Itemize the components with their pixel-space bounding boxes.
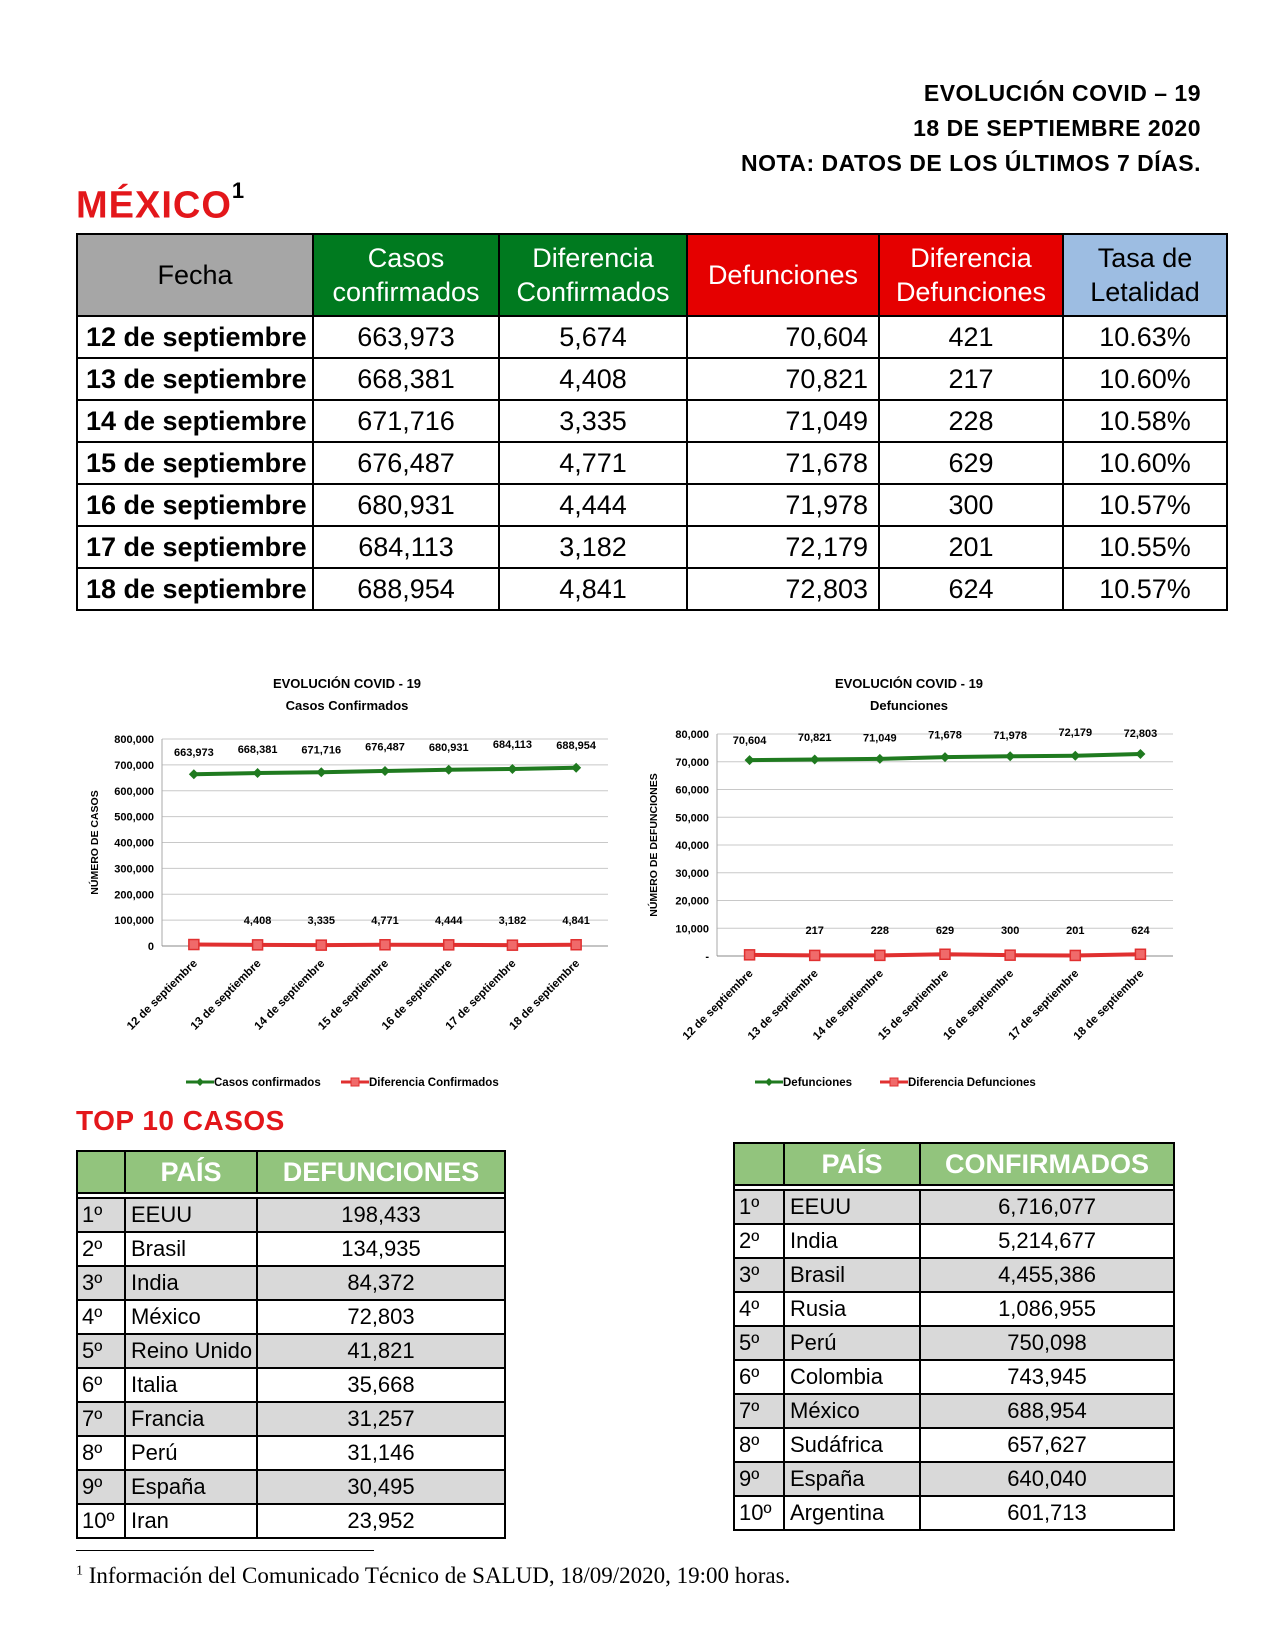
data-point xyxy=(189,769,199,779)
table-row xyxy=(734,1190,1174,1224)
x-tick-label: 16 de septiembre xyxy=(379,957,455,1033)
data-label: 680,931 xyxy=(428,742,469,755)
legend-marker xyxy=(196,1078,204,1086)
data-point xyxy=(444,940,454,950)
col-defunciones-label: Defunciones xyxy=(707,260,859,290)
data-label: 217 xyxy=(805,925,824,937)
y-tick-label: 100,000 xyxy=(114,915,154,928)
x-tick-label: 17 de septiembre xyxy=(443,957,519,1033)
data-label: 72,803 xyxy=(1123,727,1158,740)
cell-pais: México xyxy=(784,1394,920,1428)
x-tick-label: 12 de septiembre xyxy=(680,967,756,1043)
data-label: 663,973 xyxy=(173,747,214,759)
col-tasa-label-2: Letalidad xyxy=(1090,277,1200,307)
data-point xyxy=(380,940,390,950)
col-defunciones: DEFUNCIONES xyxy=(257,1151,505,1193)
cell-value: 30,495 xyxy=(257,1470,505,1504)
data-point xyxy=(507,764,517,774)
data-label: 72,179 xyxy=(1058,727,1093,739)
cell-pais: Brasil xyxy=(784,1258,920,1292)
cell-rank: 6º xyxy=(734,1360,784,1394)
table-row xyxy=(77,1232,505,1266)
cell-pais: España xyxy=(784,1462,920,1496)
y-tick-label: 300,000 xyxy=(114,863,154,876)
chart-defunciones xyxy=(645,666,1185,1096)
cell-dif-confirmados: 4,408 xyxy=(499,358,687,400)
cell-rank: 4º xyxy=(734,1292,784,1326)
cell-dif-defunciones: 201 xyxy=(879,526,1063,568)
cell-pais: India xyxy=(125,1266,257,1300)
col-tasa xyxy=(1063,234,1227,316)
col-dif-def-label-1: Diferencia xyxy=(910,243,1032,273)
col-casos-label-1: Casos xyxy=(367,243,445,273)
table-row xyxy=(77,358,1227,400)
footnote xyxy=(76,1563,790,1589)
cell-pais: Rusia xyxy=(784,1292,920,1326)
cell-value: 198,433 xyxy=(257,1198,505,1232)
cell-dif-defunciones: 217 xyxy=(879,358,1063,400)
table-row xyxy=(734,1428,1174,1462)
cell-value: 743,945 xyxy=(920,1360,1174,1394)
cell-tasa: 10.57% xyxy=(1063,568,1227,610)
data-point xyxy=(745,755,755,765)
col-defunciones xyxy=(687,234,879,316)
data-point xyxy=(745,950,755,960)
chart-title: EVOLUCIÓN COVID - 19 xyxy=(834,676,984,691)
x-tick-label: 13 de septiembre xyxy=(745,967,821,1043)
cell-rank: 9º xyxy=(77,1470,125,1504)
table-row xyxy=(77,1436,505,1470)
data-label: 624 xyxy=(1131,925,1150,937)
cell-pais: Brasil xyxy=(125,1232,257,1266)
table-row xyxy=(77,316,1227,358)
x-tick-label: 15 de septiembre xyxy=(876,967,952,1043)
cell-rank: 6º xyxy=(77,1368,125,1402)
table-row xyxy=(734,1292,1174,1326)
cell-rank: 3º xyxy=(734,1258,784,1292)
y-tick-label: 60,000 xyxy=(675,784,709,797)
header-note: NOTA: DATOS DE LOS ÚLTIMOS 7 DÍAS. xyxy=(741,150,1201,176)
cell-value: 1,086,955 xyxy=(920,1292,1174,1326)
top10-confirmed-table xyxy=(733,1142,1175,1531)
col-casos-label-2: confirmados xyxy=(332,277,480,307)
chart-svg xyxy=(645,666,1185,1096)
table-row xyxy=(734,1360,1174,1394)
footnote-mark: 1 xyxy=(231,178,246,203)
data-point xyxy=(1070,950,1080,960)
col-tasa-label-1: Tasa de xyxy=(1097,243,1193,273)
x-tick-label: 15 de septiembre xyxy=(316,957,392,1033)
col-fecha-label: Fecha xyxy=(157,260,233,290)
table-row xyxy=(77,1504,505,1538)
cell-dif-confirmados: 4,841 xyxy=(499,568,687,610)
cell-value: 6,716,077 xyxy=(920,1190,1174,1224)
cell-rank: 3º xyxy=(77,1266,125,1300)
cell-defunciones: 71,678 xyxy=(687,442,879,484)
chart-svg xyxy=(76,666,636,1096)
x-tick-label: 18 de septiembre xyxy=(1071,967,1147,1043)
top10-deaths-header xyxy=(77,1151,505,1193)
cell-pais: Colombia xyxy=(784,1360,920,1394)
table-row xyxy=(77,1198,505,1232)
cell-rank: 2º xyxy=(734,1224,784,1258)
data-point xyxy=(571,940,581,950)
cell-tasa: 10.63% xyxy=(1063,316,1227,358)
y-axis-label: NÚMERO DE DEFUNCIONES xyxy=(648,773,660,917)
x-tick-label: 14 de septiembre xyxy=(252,957,328,1033)
cell-rank: 9º xyxy=(734,1462,784,1496)
header-title: EVOLUCIÓN COVID – 19 xyxy=(923,80,1201,106)
cell-value: 31,146 xyxy=(257,1436,505,1470)
cell-value: 4,455,386 xyxy=(920,1258,1174,1292)
table-row xyxy=(734,1326,1174,1360)
table-row xyxy=(77,526,1227,568)
cell-rank: 7º xyxy=(77,1402,125,1436)
data-label: 3,182 xyxy=(498,915,527,927)
cell-rank: 5º xyxy=(77,1334,125,1368)
cell-dif-defunciones: 300 xyxy=(879,484,1063,526)
data-point xyxy=(810,754,820,764)
data-label: 70,604 xyxy=(732,735,767,747)
table-row xyxy=(77,1334,505,1368)
cell-pais: Iran xyxy=(125,1504,257,1538)
data-point xyxy=(316,767,326,777)
legend-label: Diferencia Confirmados xyxy=(369,1077,499,1089)
cell-rank: 8º xyxy=(77,1436,125,1470)
data-label: 228 xyxy=(870,925,890,937)
y-tick-label: 500,000 xyxy=(114,811,154,824)
data-point xyxy=(1070,751,1080,761)
cell-value: 72,803 xyxy=(257,1300,505,1334)
mexico-title xyxy=(76,178,246,228)
data-point xyxy=(253,768,263,778)
cell-pais: México xyxy=(125,1300,257,1334)
data-label: 300 xyxy=(1000,925,1020,937)
cell-value: 750,098 xyxy=(920,1326,1174,1360)
table-row xyxy=(77,400,1227,442)
legend-label: Casos confirmados xyxy=(214,1077,321,1089)
table-row xyxy=(77,1402,505,1436)
y-tick-label: 40,000 xyxy=(675,840,709,852)
y-tick-label: 200,000 xyxy=(114,889,154,902)
chart-subtitle: Defunciones xyxy=(869,698,949,713)
cell-defunciones: 70,604 xyxy=(687,316,879,358)
cell-rank: 5º xyxy=(734,1326,784,1360)
cell-value: 84,372 xyxy=(257,1266,505,1300)
cell-dif-defunciones: 228 xyxy=(879,400,1063,442)
data-label: 71,678 xyxy=(928,729,962,742)
cell-fecha: 17 de septiembre xyxy=(77,526,313,568)
table-row xyxy=(77,1368,505,1402)
cell-value: 41,821 xyxy=(257,1334,505,1368)
cell-value: 688,954 xyxy=(920,1394,1174,1428)
table-row xyxy=(734,1224,1174,1258)
table-row xyxy=(77,1300,505,1334)
top10-deaths-table xyxy=(76,1150,506,1539)
x-tick-label: 13 de septiembre xyxy=(188,957,264,1033)
x-tick-label: 17 de septiembre xyxy=(1006,967,1082,1043)
data-point xyxy=(940,752,950,762)
cell-value: 5,214,677 xyxy=(920,1224,1174,1258)
cell-dif-confirmados: 3,335 xyxy=(499,400,687,442)
chart-subtitle: Casos Confirmados xyxy=(285,698,409,713)
col-dif-conf-label-1: Diferencia xyxy=(532,243,654,273)
footnote-number: 1 xyxy=(76,1563,83,1579)
data-label: 71,049 xyxy=(863,732,897,745)
y-tick-label: 10,000 xyxy=(675,923,709,936)
data-point xyxy=(253,940,263,950)
data-label: 671,716 xyxy=(301,744,342,757)
data-point xyxy=(316,940,326,950)
table-row xyxy=(734,1462,1174,1496)
cell-value: 23,952 xyxy=(257,1504,505,1538)
cell-rank: 8º xyxy=(734,1428,784,1462)
cell-pais: India xyxy=(784,1224,920,1258)
x-tick-label: 18 de septiembre xyxy=(507,957,583,1033)
data-label: 676,487 xyxy=(365,741,405,754)
header-date: 18 DE SEPTIEMBRE 2020 xyxy=(913,115,1201,141)
table-row xyxy=(77,1266,505,1300)
y-tick-label: 50,000 xyxy=(675,812,709,825)
top10-confirmed-header xyxy=(734,1143,1174,1185)
y-tick-label: 700,000 xyxy=(114,759,154,772)
x-tick-label: 14 de septiembre xyxy=(811,967,886,1043)
col-pais: PAÍS xyxy=(125,1151,257,1193)
cell-value: 31,257 xyxy=(257,1402,505,1436)
cell-pais: Reino Unido xyxy=(125,1334,257,1368)
cell-rank: 1º xyxy=(77,1198,125,1232)
data-point xyxy=(875,754,885,764)
mexico-table xyxy=(76,233,1228,611)
cell-pais: Perú xyxy=(125,1436,257,1470)
data-point xyxy=(940,949,950,959)
legend-marker xyxy=(890,1078,898,1086)
data-point xyxy=(189,940,199,950)
cell-pais: Francia xyxy=(125,1402,257,1436)
cell-fecha: 14 de septiembre xyxy=(77,400,313,442)
cell-tasa: 10.55% xyxy=(1063,526,1227,568)
table-row xyxy=(77,568,1227,610)
data-point xyxy=(571,763,581,773)
cell-fecha: 15 de septiembre xyxy=(77,442,313,484)
cell-tasa: 10.57% xyxy=(1063,484,1227,526)
cell-pais: Italia xyxy=(125,1368,257,1402)
table-row xyxy=(77,484,1227,526)
legend-marker xyxy=(351,1078,359,1086)
cell-fecha: 16 de septiembre xyxy=(77,484,313,526)
col-pais: PAÍS xyxy=(784,1143,920,1185)
col-rank xyxy=(77,1151,125,1193)
data-label: 684,113 xyxy=(492,739,533,751)
cell-casos: 684,113 xyxy=(313,526,499,568)
cell-rank: 10º xyxy=(77,1504,125,1538)
data-label: 4,771 xyxy=(371,915,399,927)
data-point xyxy=(444,765,454,775)
data-point xyxy=(380,766,390,776)
cell-pais: Argentina xyxy=(784,1496,920,1530)
table-row xyxy=(77,1470,505,1504)
x-tick-label: 16 de septiembre xyxy=(941,967,1017,1043)
cell-defunciones: 70,821 xyxy=(687,358,879,400)
data-point xyxy=(1005,950,1015,960)
y-tick-label: 400,000 xyxy=(114,837,154,850)
cell-casos: 676,487 xyxy=(313,442,499,484)
cell-value: 640,040 xyxy=(920,1462,1174,1496)
cell-rank: 10º xyxy=(734,1496,784,1530)
mexico-table-header xyxy=(77,234,1227,316)
cell-dif-confirmados: 5,674 xyxy=(499,316,687,358)
cell-tasa: 10.58% xyxy=(1063,400,1227,442)
col-dif-conf-label-2: Confirmados xyxy=(516,277,670,307)
cell-casos: 671,716 xyxy=(313,400,499,442)
table-row xyxy=(734,1496,1174,1530)
cell-defunciones: 71,049 xyxy=(687,400,879,442)
chart-title: EVOLUCIÓN COVID - 19 xyxy=(272,676,422,691)
cell-pais: España xyxy=(125,1470,257,1504)
cell-fecha: 12 de septiembre xyxy=(77,316,313,358)
legend-marker xyxy=(765,1078,773,1086)
y-tick-label: 70,000 xyxy=(675,756,709,769)
cell-defunciones: 72,803 xyxy=(687,568,879,610)
data-label: 4,408 xyxy=(243,915,272,927)
mexico-title-text: MÉXICO xyxy=(76,184,232,227)
col-confirmados: CONFIRMADOS xyxy=(920,1143,1174,1185)
y-tick-label: 30,000 xyxy=(675,867,709,880)
cell-casos: 688,954 xyxy=(313,568,499,610)
y-axis-label: NÚMERO DE CASOS xyxy=(89,790,101,895)
col-dif-confirmados xyxy=(499,234,687,316)
col-fecha xyxy=(77,234,313,316)
report-header xyxy=(741,76,1201,181)
cell-dif-defunciones: 629 xyxy=(879,442,1063,484)
cell-fecha: 18 de septiembre xyxy=(77,568,313,610)
footnote-text: Información del Comunicado Técnico de SALUD, 18/09/2020, 19:00 horas. xyxy=(88,1563,791,1588)
cell-rank: 2º xyxy=(77,1232,125,1266)
y-tick-label: 80,000 xyxy=(675,729,709,741)
footnote-rule xyxy=(76,1550,374,1551)
top10-title: TOP 10 CASOS xyxy=(76,1105,285,1136)
data-point xyxy=(507,940,517,950)
cell-dif-defunciones: 421 xyxy=(879,316,1063,358)
data-label: 201 xyxy=(1066,925,1085,937)
cell-fecha: 13 de septiembre xyxy=(77,358,313,400)
data-label: 668,381 xyxy=(237,743,278,756)
data-point xyxy=(1135,949,1145,959)
cell-casos: 680,931 xyxy=(313,484,499,526)
data-label: 71,978 xyxy=(993,730,1027,743)
y-tick-label: 600,000 xyxy=(114,785,154,798)
data-label: 4,841 xyxy=(562,915,590,927)
col-dif-def-label-2: Defunciones xyxy=(895,277,1047,307)
cell-rank: 7º xyxy=(734,1394,784,1428)
cell-rank: 1º xyxy=(734,1190,784,1224)
data-point xyxy=(810,950,820,960)
cell-rank: 4º xyxy=(77,1300,125,1334)
col-rank xyxy=(734,1143,784,1185)
cell-defunciones: 71,978 xyxy=(687,484,879,526)
col-dif-defunciones xyxy=(879,234,1063,316)
cell-tasa: 10.60% xyxy=(1063,358,1227,400)
data-label: 3,335 xyxy=(307,915,336,927)
cell-casos: 668,381 xyxy=(313,358,499,400)
data-point xyxy=(1135,749,1145,759)
data-label: 4,444 xyxy=(434,915,463,927)
cell-pais: Sudáfrica xyxy=(784,1428,920,1462)
chart-casos-confirmados xyxy=(76,666,636,1096)
cell-defunciones: 72,179 xyxy=(687,526,879,568)
y-tick-label: 0 xyxy=(147,941,154,953)
col-casos xyxy=(313,234,499,316)
data-label: 688,954 xyxy=(556,739,597,752)
data-point xyxy=(1005,751,1015,761)
cell-tasa: 10.60% xyxy=(1063,442,1227,484)
cell-dif-confirmados: 4,444 xyxy=(499,484,687,526)
cell-value: 134,935 xyxy=(257,1232,505,1266)
cell-value: 657,627 xyxy=(920,1428,1174,1462)
x-tick-label: 12 de septiembre xyxy=(125,957,200,1033)
legend-label: Defunciones xyxy=(783,1077,853,1089)
cell-dif-confirmados: 3,182 xyxy=(499,526,687,568)
cell-pais: EEUU xyxy=(125,1198,257,1232)
legend-label: Diferencia Defunciones xyxy=(908,1077,1036,1089)
cell-pais: Perú xyxy=(784,1326,920,1360)
cell-casos: 663,973 xyxy=(313,316,499,358)
y-tick-label: - xyxy=(705,951,709,963)
table-row xyxy=(734,1394,1174,1428)
cell-dif-confirmados: 4,771 xyxy=(499,442,687,484)
data-label: 629 xyxy=(935,925,955,937)
table-row xyxy=(77,442,1227,484)
y-tick-label: 20,000 xyxy=(675,895,709,908)
data-point xyxy=(875,950,885,960)
cell-value: 35,668 xyxy=(257,1368,505,1402)
cell-value: 601,713 xyxy=(920,1496,1174,1530)
cell-pais: EEUU xyxy=(784,1190,920,1224)
y-tick-label: 800,000 xyxy=(114,734,154,746)
table-row xyxy=(734,1258,1174,1292)
data-label: 70,821 xyxy=(797,731,832,744)
cell-dif-defunciones: 624 xyxy=(879,568,1063,610)
